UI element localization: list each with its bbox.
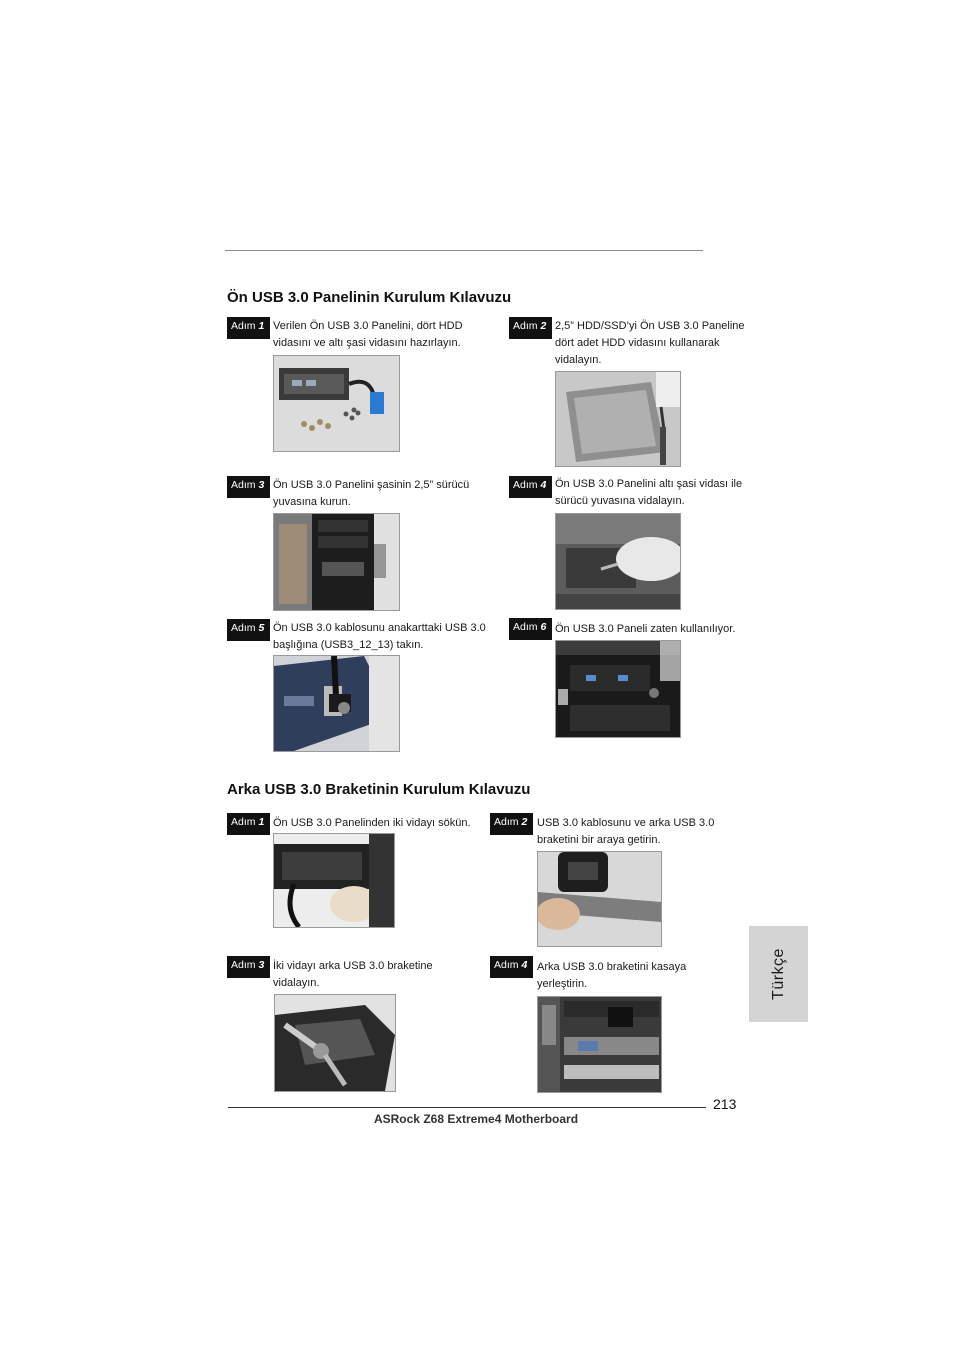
step-text: Verilen Ön USB 3.0 Panelini, dört HDD vidasını ve altı şasi vidasını hazırlayın. xyxy=(273,320,463,349)
step-photo-panel-and-screws xyxy=(273,355,400,452)
language-side-tab: Türkçe xyxy=(749,926,808,1022)
bottom-rule xyxy=(228,1107,706,1108)
step-text: 2,5” HDD/SSD’yi Ön USB 3.0 Paneline dört adet HDD vidasını kullanarak vidalayın. xyxy=(555,320,745,366)
page-number: 213 xyxy=(713,1096,737,1112)
section-title-front-usb: Ön USB 3.0 Panelinin Kurulum Kılavuzu xyxy=(227,289,512,306)
section-title-rear-usb: Arka USB 3.0 Braketinin Kurulum Kılavuzu xyxy=(227,781,531,798)
step-badge: Adım 2 xyxy=(509,317,552,339)
step-photo-screw-chassis xyxy=(555,513,681,610)
step-photo-install-bracket-case xyxy=(537,996,662,1093)
footer-product-name: ASRock Z68 Extreme4 Motherboard xyxy=(373,1112,579,1126)
step-text: Arka USB 3.0 braketini kasaya yerleştirin. xyxy=(537,961,687,990)
step-text: Ön USB 3.0 Panelini altı şasi vidası ile sürücü yuvasına vidalayın. xyxy=(555,478,743,507)
step-photo-screw-bracket xyxy=(274,994,396,1092)
step-photo-motherboard-header xyxy=(273,655,400,752)
step-badge: Adım 4 xyxy=(509,476,552,498)
step-text: Ön USB 3.0 Panelinden iki vidayı sökün. xyxy=(273,817,471,829)
step-badge: Adım 6 xyxy=(509,618,552,640)
step-badge: Adım 2 xyxy=(490,813,533,835)
step-text: USB 3.0 kablosunu ve arka USB 3.0 braketini bir araya getirin. xyxy=(537,817,715,846)
step-photo-cable-and-bracket xyxy=(537,851,662,947)
step-photo-remove-screws xyxy=(273,833,395,928)
step-badge: Adım 1 xyxy=(227,317,270,339)
step-text: Ön USB 3.0 kablosunu anakarttaki USB 3.0 başlığına (USB3_12_13) takın. xyxy=(273,622,486,651)
step-text: Ön USB 3.0 Panelini şasinin 2,5” sürücü yuvasına kurun. xyxy=(273,479,470,508)
step-badge: Adım 1 xyxy=(227,813,270,835)
step-text: Ön USB 3.0 Paneli zaten kullanılıyor. xyxy=(555,623,736,635)
step-photo-hdd-mounting xyxy=(555,371,681,467)
step-badge: Adım 5 xyxy=(227,619,270,641)
step-photo-install-in-bay xyxy=(273,513,400,611)
step-photo-panel-in-use xyxy=(555,640,681,738)
top-rule xyxy=(225,250,703,251)
step-text: İki vidayı arka USB 3.0 braketine vidalayın. xyxy=(273,960,433,989)
step-badge: Adım 3 xyxy=(227,956,270,978)
step-badge: Adım 3 xyxy=(227,476,270,498)
step-badge: Adım 4 xyxy=(490,956,533,978)
